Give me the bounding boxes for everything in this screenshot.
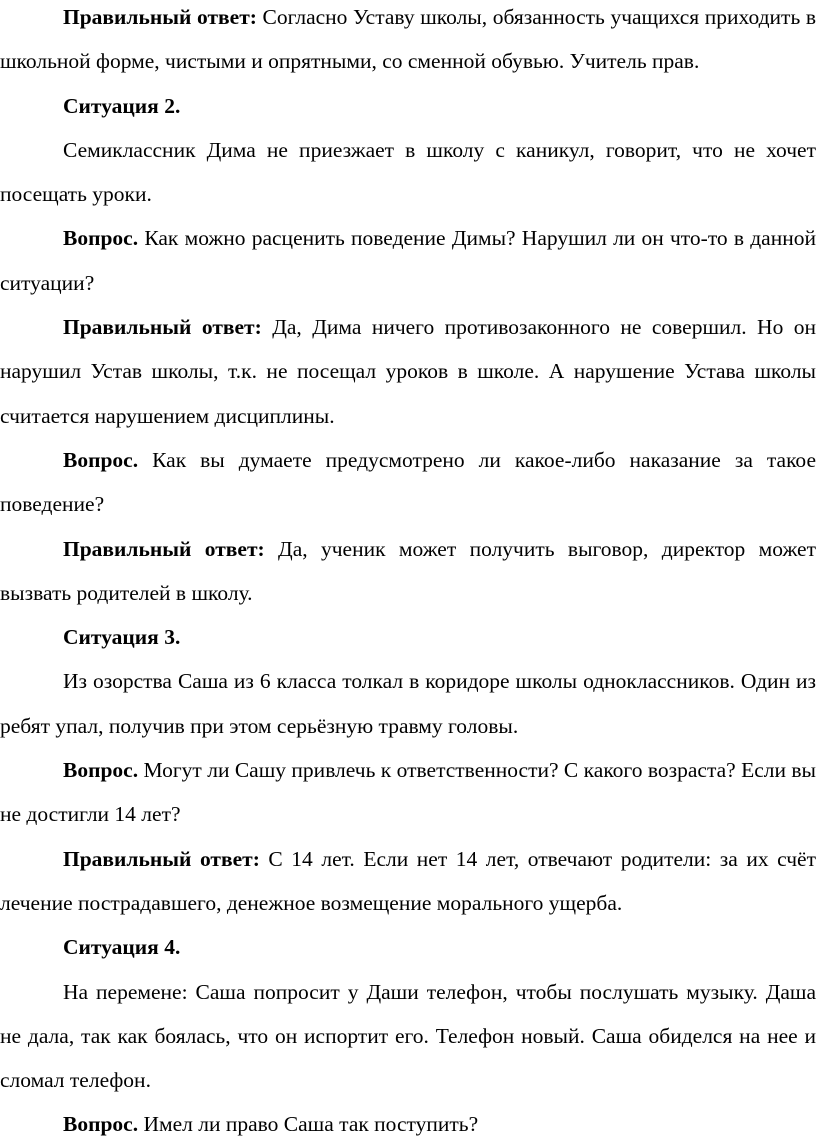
question-label: Вопрос.: [63, 226, 139, 251]
situation-2-heading: Ситуация 2.: [63, 93, 181, 118]
correct-answer-label: Правильный ответ:: [63, 536, 265, 561]
situation-2-question-1: [0, 216, 816, 305]
paragraph-text: Да, Дима ничего противозаконного не совершил. Но он нарушил Устав школы, т.к. не посещал уроков в школе. А нарушение Устава школы считается нарушением дисциплины.: [0, 315, 816, 428]
paragraph-text: На перемене: Саша попросит у Даши телефон, чтобы послушать музыку. Даша не дала, так как боялась, что он испортит его. Телефон новый. Саша обиделся на нее и сломал телефон.: [0, 979, 816, 1093]
situation-3-description: [0, 659, 816, 748]
situation-4-question: [0, 1102, 816, 1146]
paragraph-text: Как вы думаете предусмотрено ли какое-либо наказание за такое поведение?: [0, 447, 816, 517]
correct-answer-label: Правильный ответ:: [63, 5, 257, 29]
situation-2-question-2: [0, 438, 816, 527]
situation-3-heading: Ситуация 3.: [63, 625, 181, 650]
situation-2-description: [0, 128, 816, 217]
paragraph-text: Могут ли Сашу привлечь к ответственности? С какого возраста? Если вы не достигли 14 лет?: [0, 758, 816, 827]
paragraph-text: Имел ли право Саша так поступить?: [143, 1112, 479, 1137]
paragraph-text: Согласно Уставу школы, обязанность учащихся приходить в школьной форме, чистыми и опрятными, со сменной обувью. Учитель прав.: [0, 5, 816, 74]
correct-answer-label: Правильный ответ:: [63, 315, 262, 340]
paragraph-text: Да, ученик может получить выговор, директор может вызвать родителей в школу.: [0, 536, 816, 605]
situation-3-answer: [0, 837, 816, 926]
paragraph-text: Из озорства Саша из 6 класса толкал в коридоре школы одноклассников. Один из ребят упал, получив при этом серьёзную травму головы.: [0, 669, 816, 738]
situation-2-answer-2: [0, 527, 816, 616]
question-label: Вопрос.: [63, 1112, 139, 1137]
situation-3-question: [0, 748, 816, 837]
question-label: Вопрос.: [63, 758, 139, 783]
situation-4-heading: Ситуация 4.: [63, 935, 181, 960]
situation-2-answer-1: [0, 305, 816, 438]
correct-answer-label: Правильный ответ:: [63, 846, 260, 871]
paragraph-text: Семиклассник Дима не приезжает в школу с каникул, говорит, что не хочет посещать уроки.: [0, 137, 816, 207]
question-label: Вопрос.: [63, 447, 139, 472]
situation-4-description: [0, 970, 816, 1103]
paragraph-text: С 14 лет. Если нет 14 лет, отвечают родители: за их счёт лечение пострадавшего, денежное возмещение морального ущерба.: [0, 846, 816, 915]
paragraph-text: Как можно расценить поведение Димы? Нарушил ли он что-то в данной ситуации?: [0, 226, 816, 295]
answer-paragraph-uniform: [0, 0, 816, 84]
